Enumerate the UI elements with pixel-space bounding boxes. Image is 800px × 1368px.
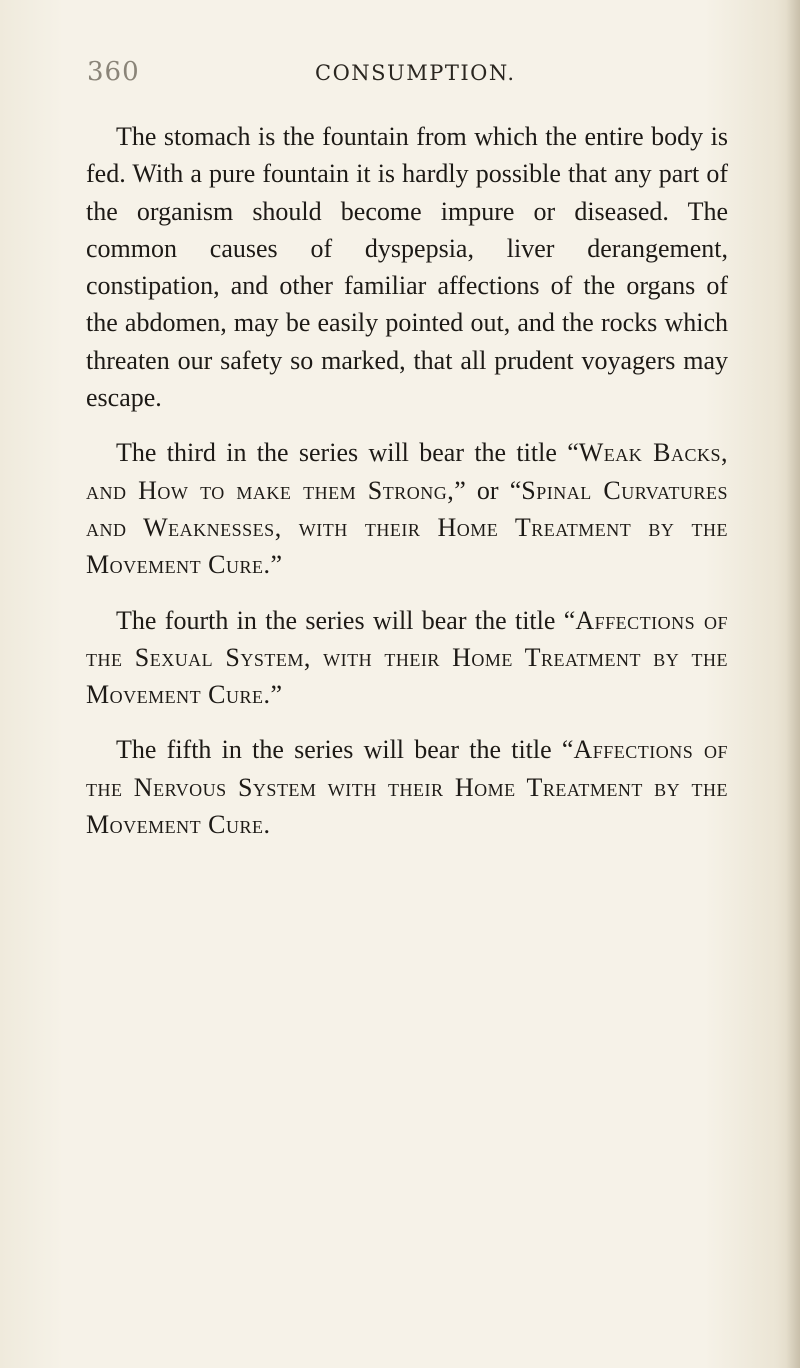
- book-title-weak-backs: Weak Backs, and How to make them Strong,: [86, 438, 729, 505]
- paragraph-third-in-series: [86, 434, 728, 583]
- paragraph-fifth-in-series: [86, 731, 728, 843]
- paragraph-lead: The fourth in the series will bear the title “: [116, 605, 576, 635]
- paragraph-connector: ” or “: [454, 475, 522, 505]
- book-title-spinal-curvatures: Spinal Curvatures and Weaknesses, with their Home Treatment by the Movement Cure.: [86, 475, 728, 580]
- paragraph-fourth-in-series: [86, 602, 728, 714]
- paragraph-stomach: The stomach is the fountain from which the entire body is fed. With a pure fountain it is hardly possible that any part of the organism should become impure or diseased. The common causes of dyspepsia, liver derangement, constipation, and other familiar affections of the organs of the abdomen, may be easily pointed out, and the rocks which threaten our safety so marked, that all prudent voyagers may escape.: [86, 122, 728, 413]
- page-edge-shadow: [786, 0, 800, 1368]
- running-head: [87, 57, 727, 93]
- book-title-sexual-system: Affections of the Sexual System, with their Home Treatment by the Movement Cure.: [86, 605, 728, 710]
- paragraph-lead: The third in the series will bear the title “: [116, 438, 579, 468]
- page-number: 360: [87, 57, 140, 87]
- running-title: CONSUMPTION.: [315, 61, 516, 85]
- closing-quote: ”: [270, 550, 282, 580]
- book-title-nervous-system: Affections of the Nervous System with their Home Treatment by the Movement Cure.: [86, 735, 728, 840]
- paragraph-lead: The fifth in the series will bear the title “: [116, 735, 574, 765]
- body-text: [86, 118, 728, 861]
- closing-quote: ”: [270, 680, 282, 710]
